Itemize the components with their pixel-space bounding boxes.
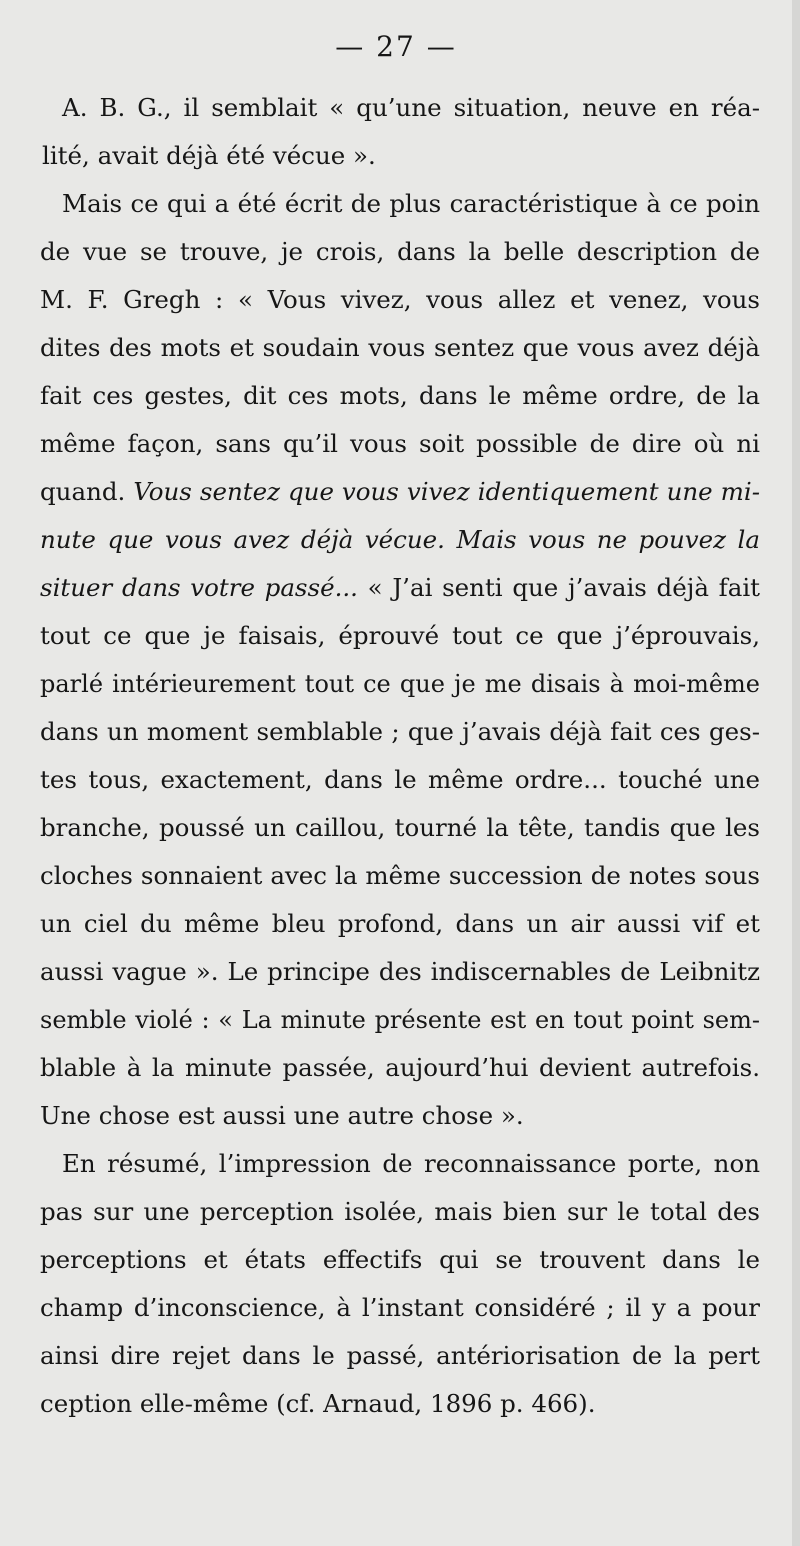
text-line: fait ces gestes, dit ces mots, dans le même ordre, de la	[40, 381, 760, 410]
text-line: de vue se trouve, je crois, dans la belle description de	[40, 237, 760, 266]
text-line: cloches sonnaient avec la même succession de notes sous	[40, 861, 760, 890]
text-line: situer dans votre passé... « J’ai senti que j’avais déjà fait	[40, 573, 761, 602]
text-line: perceptions et états effectifs qui se trouvent dans le	[40, 1245, 760, 1274]
text-line: M. F. Gregh : « Vous vivez, vous allez et venez, vous	[40, 285, 760, 314]
text-line: branche, poussé un caillou, tourné la tête, tandis que les	[40, 813, 760, 842]
text-line: lité, avait déjà été vécue ».	[42, 141, 376, 170]
text-line: pas sur une perception isolée, mais bien sur le total des	[40, 1197, 760, 1226]
text-line: même façon, sans qu’il vous soit possible de dire où ni	[40, 429, 760, 458]
italic-quote-line: nute que vous avez déjà vécue. Mais vous ne pouvez la	[40, 525, 760, 554]
text-line: A. B. G., il semblait « qu’une situation, neuve en réa-	[62, 93, 760, 122]
paragraph-start-line: Mais ce qui a été écrit de plus caractéristique à ce poin	[62, 189, 760, 218]
text-line: semble violé : « La minute présente est en tout point sem-	[40, 1006, 760, 1034]
text-line: aussi vague ». Le principe des indiscernables de Leibnitz	[40, 957, 760, 986]
text-line: parlé intérieurement tout ce que je me disais à moi-même	[40, 670, 760, 698]
text-line: ception elle-même (cf. Arnaud, 1896 p. 466).	[40, 1389, 596, 1418]
text-line: champ d’inconscience, à l’instant considéré ; il y a pour	[40, 1293, 760, 1322]
italic-quote: situer dans votre passé...	[40, 573, 358, 602]
italic-quote: Vous sentez que vous vivez identiquement une mi-	[133, 477, 760, 506]
text-line: tes tous, exactement, dans le même ordre... touché une	[40, 765, 760, 794]
page-number: — 27 —	[335, 30, 457, 63]
text-line: tout ce que je faisais, éprouvé tout ce que j’éprouvais,	[40, 621, 760, 650]
text-line: dites des mots et soudain vous sentez que vous avez déjà	[40, 333, 760, 362]
text-line: un ciel du même bleu profond, dans un air aussi vif et	[40, 909, 760, 938]
text-line: quand. Vous sentez que vous vivez identiquement une mi-	[40, 477, 760, 506]
body-text	[40, 84, 760, 1428]
text-line: Une chose est aussi une autre chose ».	[40, 1101, 524, 1130]
text-line: dans un moment semblable ; que j’avais déjà fait ces ges-	[40, 717, 760, 746]
text-line: blable à la minute passée, aujourd’hui devient autrefois.	[40, 1053, 760, 1082]
paragraph-start-line: En résumé, l’impression de reconnaissance porte, non	[62, 1149, 760, 1178]
text-line: ainsi dire rejet dans le passé, antériorisation de la pert	[40, 1341, 760, 1370]
